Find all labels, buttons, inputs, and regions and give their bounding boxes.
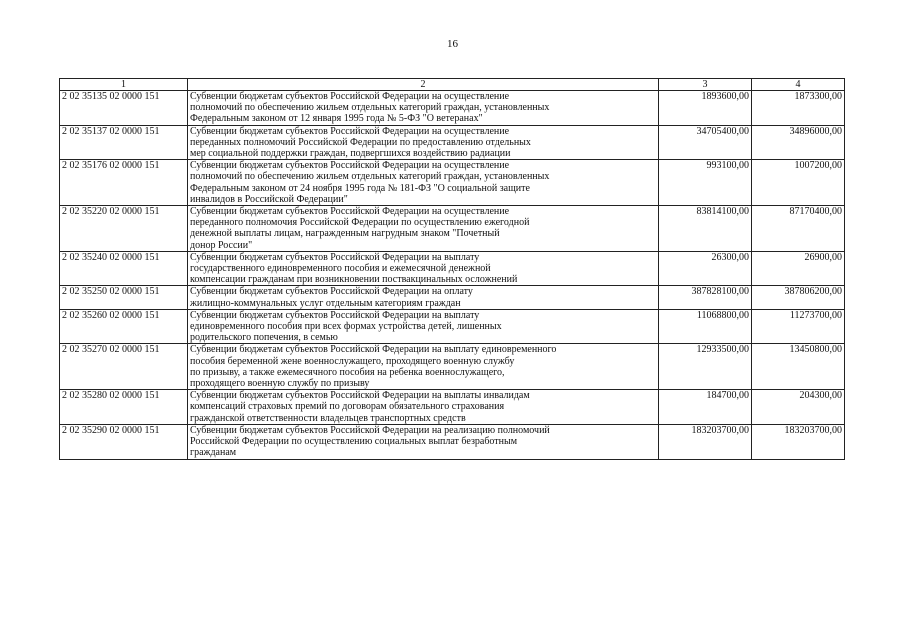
table-row [60,91,845,126]
description-line: компенсации гражданам при возникновении поствакцинальных осложнений [190,274,518,286]
amount-col3-cell: 387828100,00 [659,286,752,309]
description-line: по призыву, а также ежемесячного пособия на ребенка военнослужащего, [190,366,505,378]
budget-code-cell: 2 02 35240 02 0000 151 [60,251,188,286]
description-line: Федеральным законом от 24 ноября 1995 года № 181-ФЗ "О социальной защите [190,182,530,194]
description-line: Федеральным законом от 12 января 1995 года № 5-ФЗ "О ветеранах" [190,113,483,125]
amount-col3-cell: 184700,00 [659,390,752,425]
amount-col3-cell: 12933500,00 [659,344,752,390]
description-line: государственного единовременного пособия и ежемесячной денежной [190,263,491,275]
amount-col3-cell: 34705400,00 [659,125,752,160]
table-row [60,160,845,206]
amount-col4-cell: 87170400,00 [752,206,845,252]
amount-col4-cell: 204300,00 [752,390,845,425]
description-line: Субвенции бюджетам субъектов Российской Федерации на выплату [190,309,480,321]
description-line: Субвенции бюджетам субъектов Российской Федерации на осуществление [190,206,510,218]
description-line: донор России" [190,239,253,251]
description-cell [188,251,659,286]
table-row [60,286,845,309]
table-row [60,125,845,160]
description-line: родительского попечения, в семью [190,332,338,344]
budget-code-cell: 2 02 35270 02 0000 151 [60,344,188,390]
budget-code-cell: 2 02 35280 02 0000 151 [60,390,188,425]
header-cell-1: 1 [60,79,188,91]
description-line: Субвенции бюджетам субъектов Российской Федерации на выплату единовременного [190,344,557,356]
budget-code-cell: 2 02 35135 02 0000 151 [60,91,188,126]
amount-col4-cell: 11273700,00 [752,309,845,344]
description-line: Субвенции бюджетам субъектов Российской Федерации на осуществление [190,125,510,137]
table-body [60,91,845,460]
description-line: гражданской ответственности владельцев транспортных средств [190,412,466,424]
description-line: Субвенции бюджетам субъектов Российской Федерации на реализацию полномочий [190,424,550,436]
page-number: 16 [447,38,458,50]
description-line: мер социальной поддержки граждан, подвергшихся воздействию радиации [190,148,511,160]
description-line: полномочий по обеспечению жильем отдельных категорий граждан, установленных [190,102,550,114]
description-line: денежной выплаты лицам, награжденным нагрудным знаком "Почетный [190,228,500,240]
description-cell [188,390,659,425]
description-line: проходящего военную службу по призыву [190,378,370,390]
description-line: компенсаций страховых премий по договорам обязательного страхования [190,401,505,413]
amount-col3-cell: 1893600,00 [659,91,752,126]
amount-col4-cell: 26900,00 [752,251,845,286]
table-row [60,424,845,459]
amount-col4-cell: 1873300,00 [752,91,845,126]
description-cell [188,91,659,126]
table-row [60,390,845,425]
description-line: Субвенции бюджетам субъектов Российской Федерации на осуществление [190,91,510,102]
table-row [60,251,845,286]
budget-code-cell: 2 02 35220 02 0000 151 [60,206,188,252]
amount-col4-cell: 387806200,00 [752,286,845,309]
table-row [60,309,845,344]
amount-col4-cell: 13450800,00 [752,344,845,390]
table-row [60,206,845,252]
budget-code-cell: 2 02 35250 02 0000 151 [60,286,188,309]
description-cell [188,286,659,309]
description-line: Субвенции бюджетам субъектов Российской Федерации на осуществление [190,160,510,172]
description-line: пособия беременной жене военнослужащего, проходящего военную службу [190,355,515,367]
amount-col3-cell: 11068800,00 [659,309,752,344]
budget-code-cell: 2 02 35137 02 0000 151 [60,125,188,160]
budget-code-cell: 2 02 35176 02 0000 151 [60,160,188,206]
description-line: Российской Федерации по осуществлению социальных выплат безработным [190,436,518,448]
amount-col3-cell: 993100,00 [659,160,752,206]
header-cell-2: 2 [188,79,659,91]
budget-table [59,78,845,460]
description-cell [188,160,659,206]
description-line: инвалидов в Российской Федерации" [190,193,348,205]
description-line: полномочий по обеспечению жильем отдельных категорий граждан, установленных [190,171,550,183]
description-cell [188,125,659,160]
header-cell-3: 3 [659,79,752,91]
amount-col3-cell: 83814100,00 [659,206,752,252]
table-row [60,344,845,390]
description-line: переданных полномочий Российской Федерации по предоставлению отдельных [190,136,531,148]
description-cell [188,344,659,390]
description-line: единовременного пособия при всех формах устройства детей, лишенных [190,321,502,333]
amount-col4-cell: 34896000,00 [752,125,845,160]
description-line: гражданам [190,447,237,459]
amount-col3-cell: 26300,00 [659,251,752,286]
budget-code-cell: 2 02 35260 02 0000 151 [60,309,188,344]
budget-code-cell: 2 02 35290 02 0000 151 [60,424,188,459]
description-cell [188,309,659,344]
description-line: жилищно-коммунальных услуг отдельным категориям граждан [190,297,461,309]
description-line: Субвенции бюджетам субъектов Российской Федерации на выплаты инвалидам [190,390,530,402]
description-line: переданного полномочия Российской Федерации по осуществлению ежегодной [190,217,530,229]
amount-col3-cell: 183203700,00 [659,424,752,459]
amount-col4-cell: 183203700,00 [752,424,845,459]
header-row [60,79,845,91]
description-line: Субвенции бюджетам субъектов Российской Федерации на оплату [190,286,473,298]
description-cell [188,424,659,459]
amount-col4-cell: 1007200,00 [752,160,845,206]
description-line: Субвенции бюджетам субъектов Российской Федерации на выплату [190,251,480,263]
description-cell [188,206,659,252]
header-cell-4: 4 [752,79,845,91]
